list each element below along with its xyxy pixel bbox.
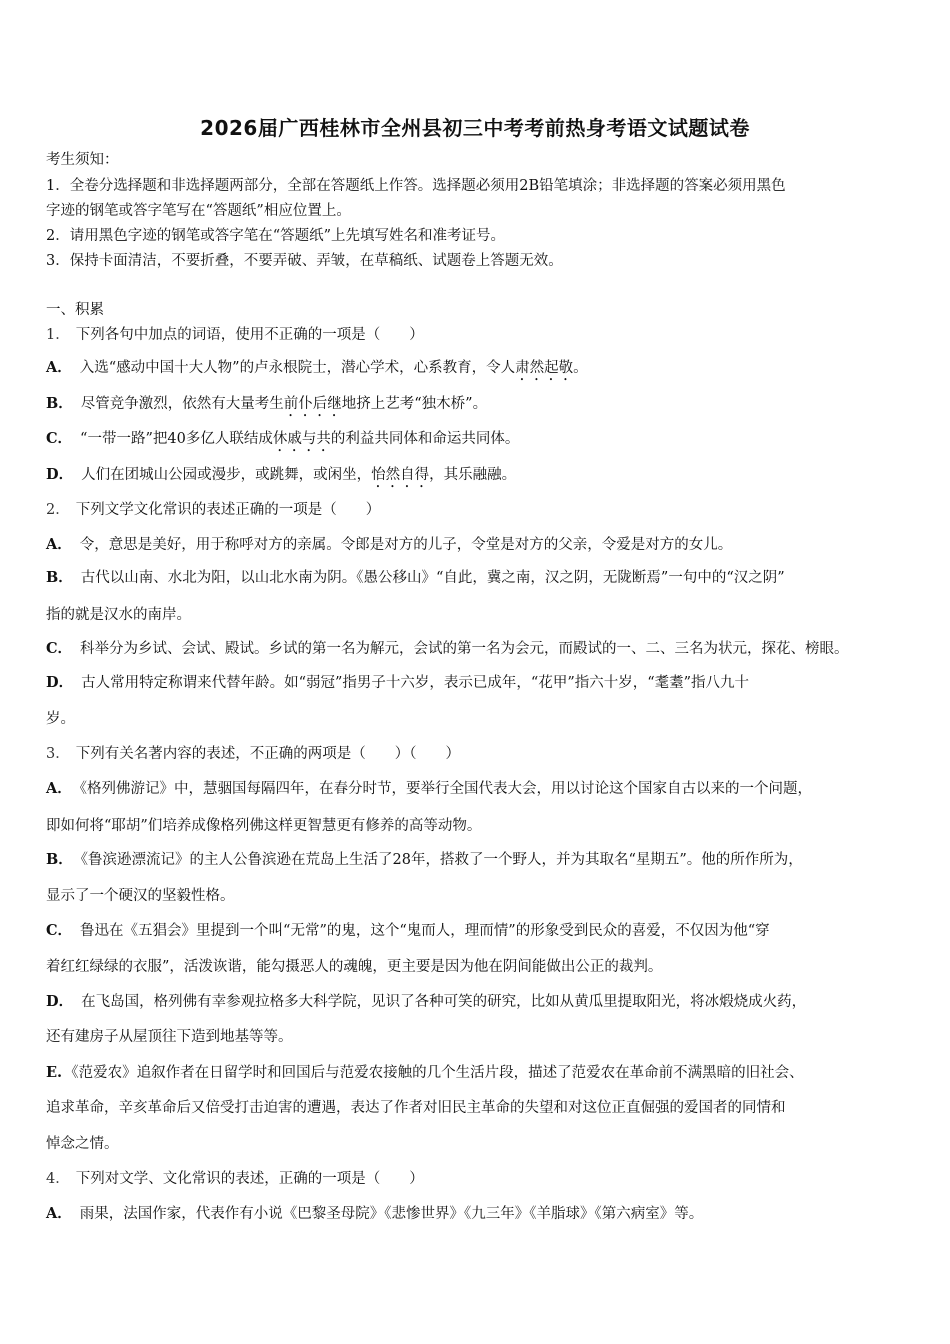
option-label: A． [46,536,72,553]
q4-option-a [46,1204,703,1224]
option-text: 《格列佛游记》中，慧骃国每隔四年，在春分时节，要举行全国代表大会，用以讨论这个国家自古以来的一个问题， [79,781,813,797]
q2-option-d [46,673,749,693]
notice-line: 1．全卷分选择题和非选择题两部分，全部在答题纸上作答。选择题必须用2B铅笔填涂；非选择题的答案必须用黑色 [46,178,786,194]
option-text: 人们在团城山公园或漫步，或跳舞，或闲坐， [81,467,372,483]
question-stem: 下列各句中加点的词语，使用不正确的一项是（ ） [75,327,424,343]
q2-option-c [46,639,849,659]
option-text: 《范爱农》追叙作者在日留学时和回国后与范爱农接触的几个生活片段，描述了范爱农在革命前不满黑暗的旧社会、 [64,1065,804,1081]
q3-option-a-cont: 即如何将“耶胡”们培养成像格列佛这样更智慧更有修养的高等动物。 [46,818,482,834]
option-label: B． [46,851,73,868]
q3-option-d [46,992,806,1012]
option-text: 令，意思是美好，用于称呼对方的亲属。令郎是对方的儿子，令堂是对方的父亲，令爱是对方的女儿。 [79,537,733,553]
option-text: 。 [573,360,588,376]
option-label: E. [46,1064,63,1081]
q2-option-b [46,568,785,588]
question-number: 3． [46,746,70,762]
question-number: 2． [46,502,70,518]
option-text: 科举分为乡试、会试、殿试。乡试的第一名为解元，会试的第一名为会元，而殿试的一、二、三名为状元，探花、榜眼。 [80,641,849,657]
q1-option-b [46,394,487,420]
option-label: C． [46,640,73,657]
question-4 [46,1169,424,1189]
option-text: 古代以山南、水北为阳，以山北水南为阴。《愚公移山》“自此，冀之南，汉之阴，无陇断焉”一句中的“汉之阴” [80,570,785,586]
dotted-word: 怡然自得 [371,467,430,483]
notice-line: 3．保持卡面清洁，不要折叠，不要弄破、弄皱，在草稿纸、试题卷上答题无效。 [46,253,563,269]
notice-line: 2．请用黑色字迹的钢笔或答字笔在“答题纸”上先填写姓名和准考证号。 [46,228,506,244]
option-text: 尽管竞争激烈，依然有大量考生 [80,396,284,412]
option-text: 的利益共同体和命运共同体。 [330,431,520,447]
option-text: 古人常用特定称谓来代替年龄。如“弱冠”指男子十六岁，表示已成年，“花甲”指六十岁，“耄耋”指八九十 [81,675,750,691]
notice-line: 字迹的钢笔或答字笔写在“答题纸”相应位置上。 [46,203,351,219]
q3-option-b [46,850,803,870]
dotted-word: 休戚与共 [272,431,331,447]
q3-option-b-cont: 显示了一个硬汉的坚毅性格。 [46,888,235,904]
q2-option-d-cont: 岁。 [46,711,75,727]
option-text: 《鲁滨逊漂流记》的主人公鲁滨逊在荒岛上生活了28年，搭救了一个野人，并为其取名“星期五”。他的所作所为， [80,852,803,868]
q2-option-a [46,535,732,555]
section-heading: 一、积累 [46,302,104,318]
q3-option-e [46,1063,804,1083]
question-3 [46,744,460,764]
q1-option-a [46,358,588,384]
question-stem: 下列文学文化常识的表述正确的一项是（ ） [75,502,381,518]
question-1 [46,325,424,345]
q3-option-c [46,921,770,941]
q1-option-c [46,429,519,455]
option-text: ，其乐融融。 [429,467,517,483]
page-title: 2026届广西桂林市全州县初三中考考前热身考语文试题试卷 [200,116,750,140]
q1-option-d [46,465,516,491]
option-text: 入选“感动中国十大人物”的卢永根院士，潜心学术，心系教育，令人 [79,360,516,376]
q3-option-d-cont: 还有建房子从屋顶往下造到地基等等。 [46,1029,293,1045]
question-number: 1． [46,327,70,343]
q3-option-e-cont: 追求革命，辛亥革命后又倍受打击迫害的遭遇，表达了作者对旧民主革命的失望和对这位正直倔强的爱国者的同情和 [46,1100,786,1116]
dotted-word: 肃然起敬 [515,360,574,376]
q3-option-a [46,779,812,799]
q3-option-e-cont: 悼念之情。 [46,1136,119,1152]
option-text: 鲁迅在《五猖会》里提到一个叫“无常”的鬼，这个“鬼而人，理而情”的形象受到民众的喜爱，不仅因为他“穿 [80,923,770,939]
option-text: 在飞岛国，格列佛有幸参观拉格多大科学院，见识了各种可笑的研究，比如从黄瓜里提取阳光，将冰煅烧成火药， [81,994,807,1010]
option-text: 地挤上艺考“独木桥”。 [341,396,488,412]
option-label: A． [46,1205,72,1222]
option-label: C． [46,430,73,447]
option-label: B． [46,395,73,412]
option-label: D． [46,993,74,1010]
question-stem: 下列对文学、文化常识的表述，正确的一项是（ ） [75,1171,424,1187]
option-label: B． [46,569,73,586]
question-number: 4． [46,1171,70,1187]
option-text: “一带一路”把40多亿人联结成 [80,431,273,447]
notice-heading: 考生须知： [46,152,119,168]
question-stem: 下列有关名著内容的表述，不正确的两项是（ ）（ ） [75,746,460,762]
q3-option-c-cont: 着红红绿绿的衣服”，活泼诙谐，能勾摄恶人的魂魄，更主要是因为他在阴间能做出公正的裁判。 [46,959,663,975]
option-label: D． [46,674,74,691]
question-2 [46,500,380,520]
option-label: A． [46,780,72,797]
option-text: 雨果，法国作家，代表作有小说《巴黎圣母院》《悲惨世界》《九三年》《羊脂球》《第六病室》等。 [79,1206,704,1222]
option-label: A． [46,359,72,376]
option-label: D． [46,466,74,483]
option-label: C． [46,922,73,939]
dotted-word: 前仆后继 [283,396,342,412]
q2-option-b-cont: 指的就是汉水的南岸。 [46,607,191,623]
